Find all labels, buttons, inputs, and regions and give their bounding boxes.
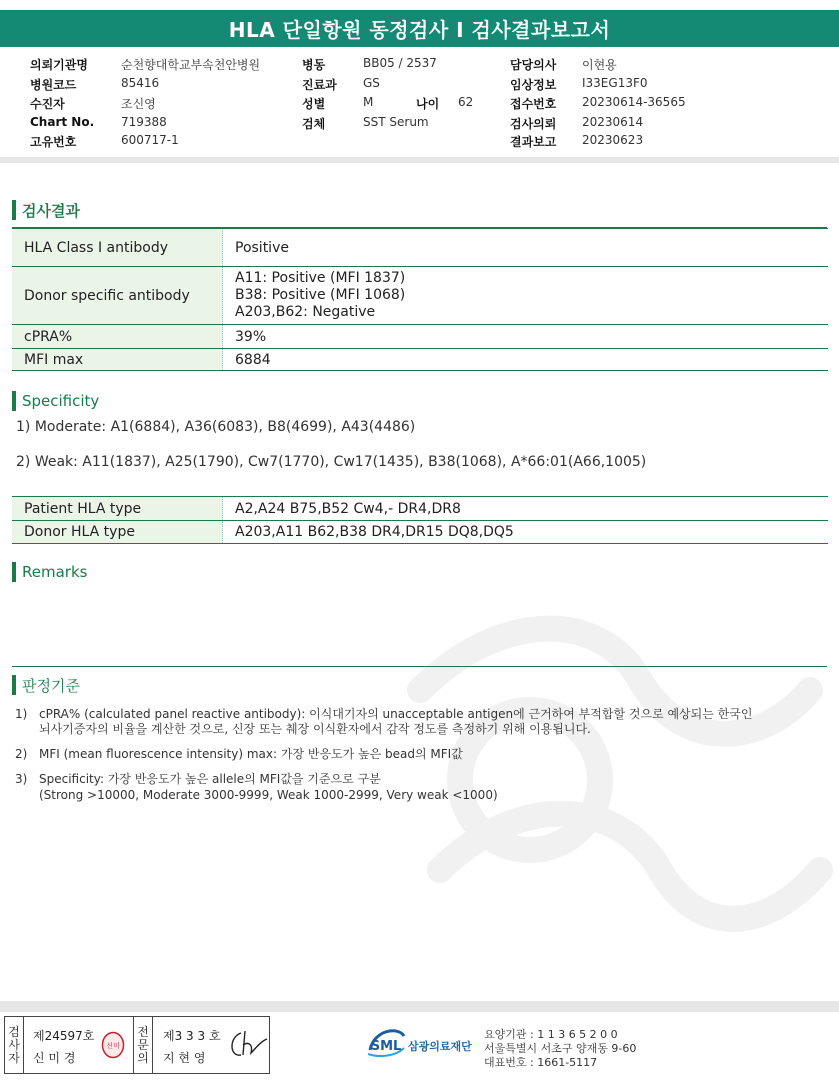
result-value: 39% (223, 325, 829, 349)
label-char: 검 (8, 1024, 20, 1039)
reviewer-name: 지 현 영 (163, 1051, 206, 1065)
hospital-code-value: 85416 (121, 76, 160, 90)
report-title: HLA 단일항원 동정검사 I 검사결과보고서 (0, 10, 839, 47)
result-label: MFI max (12, 349, 223, 371)
result-label: cPRA% (12, 325, 223, 349)
signature-icon (227, 1027, 269, 1061)
specimen-value: SST Serum (363, 115, 429, 129)
org-address: 서울특별시 서초구 양재동 9-60 (484, 1042, 637, 1055)
examiner-number: 제24597호 (33, 1029, 95, 1043)
doctor-value: 이현용 (582, 58, 617, 72)
reviewer-number: 제3 3 3 호 (163, 1029, 221, 1043)
remarks-section-title: Remarks (12, 562, 87, 582)
sex-label: 성별 (302, 97, 326, 111)
result-value (223, 267, 829, 325)
result-value: Positive (223, 229, 829, 267)
results-section-title: 검사결과 (12, 200, 80, 220)
institution-value: 순천향대학교부속천안병원 (121, 58, 261, 72)
header-divider (0, 157, 839, 163)
receipt-no-value: 20230614-36565 (582, 95, 686, 109)
request-date-value: 20230614 (582, 115, 644, 129)
criteria-section-title: 판정기준 (12, 675, 80, 695)
chart-no-value: 719388 (121, 115, 167, 129)
specificity-line: 1) Moderate: A1(6884), A36(6083), B8(4699), A43(4486) (16, 419, 416, 435)
hla-value: A2,A24 B75,B52 Cw4,- DR4,DR8 (223, 497, 829, 521)
label-char: 사 (8, 1037, 20, 1052)
chart-no-label: Chart No. (30, 115, 95, 129)
receipt-no-label: 접수번호 (510, 97, 557, 111)
hla-type-table (12, 496, 828, 544)
footer-divider (0, 1001, 839, 1012)
request-date-label: 검사의뢰 (510, 117, 557, 131)
result-value: 6884 (223, 349, 829, 371)
specimen-label: 검체 (302, 117, 326, 131)
criteria-number: 3) (15, 772, 28, 786)
doctor-label: 담당의사 (510, 58, 557, 72)
org-id: 요양기관 : 1 1 3 6 5 2 0 0 (484, 1028, 618, 1041)
hla-label: Donor HLA type (12, 521, 223, 544)
criteria-text: MFI (mean fluorescence intensity) max: 가장 반응도가 높은 bead의 MFI값 (39, 747, 463, 761)
svg-text:신미: 신미 (106, 1042, 120, 1050)
label-char: 전 (137, 1024, 149, 1039)
signature-box (4, 1016, 270, 1074)
report-date-label: 결과보고 (510, 135, 557, 149)
hla-value: A203,A11 B62,B38 DR4,DR15 DQ8,DQ5 (223, 521, 829, 544)
department-value: GS (363, 76, 380, 90)
dsa-line: A11: Positive (MFI 1837) (235, 270, 406, 286)
criteria-text: Specificity: 가장 반응도가 높은 allele의 MFI값을 기준으로 구분 (39, 772, 381, 786)
age-value: 62 (458, 95, 474, 109)
specificity-line: 2) Weak: A11(1837), A25(1790), Cw7(1770), Cw17(1435), B38(1068), A*66:01(A66,1005) (16, 454, 647, 470)
patient-label: 수진자 (30, 97, 65, 111)
dsa-line: A203,B62: Negative (235, 304, 376, 320)
ward-label: 병동 (302, 58, 326, 72)
dsa-line: B38: Positive (MFI 1068) (235, 287, 406, 303)
department-label: 진료과 (302, 78, 337, 92)
org-phone: 대표번호 : 1661-5117 (484, 1056, 598, 1069)
unique-no-value: 600717-1 (121, 133, 179, 147)
criteria-text: (Strong >10000, Moderate 3000-9999, Weak 1000-2999, Very weak <1000) (39, 788, 498, 802)
examiner-name: 신 미 경 (33, 1051, 76, 1065)
table-row (12, 229, 828, 267)
result-label: HLA Class I antibody (12, 229, 223, 267)
table-row (12, 325, 828, 349)
examiner-label (5, 1017, 24, 1073)
sex-value: M (363, 95, 374, 109)
table-row (12, 521, 828, 544)
table-row (12, 497, 828, 521)
unique-no-label: 고유번호 (30, 135, 77, 149)
label-char: 의 (137, 1050, 149, 1065)
report-date-value: 20230623 (582, 133, 644, 147)
criteria-number: 2) (15, 747, 28, 761)
table-row (12, 267, 828, 325)
hla-label: Patient HLA type (12, 497, 223, 521)
hospital-code-label: 병원코드 (30, 78, 77, 92)
criteria-text: cPRA% (calculated panel reactive antibody): 이식대기자의 unacceptable antigen에 근거하여 부적합할 것으로 예상되는 한국인 (39, 707, 753, 721)
watermark-graphic (380, 570, 839, 1000)
clinical-info-label: 임상정보 (510, 78, 557, 92)
sml-logo-icon (366, 1024, 406, 1062)
label-char: 문 (137, 1037, 149, 1052)
label-char: 자 (8, 1050, 20, 1065)
reviewer-label (133, 1017, 153, 1073)
criteria-number: 1) (15, 707, 28, 721)
svg-text:SML: SML (370, 1039, 402, 1054)
org-name: 삼광의료재단 (408, 1040, 472, 1053)
patient-info (0, 47, 839, 157)
result-label: Donor specific antibody (12, 267, 223, 325)
results-table (12, 228, 828, 371)
table-row (12, 349, 828, 371)
institution-label: 의뢰기관명 (30, 58, 88, 72)
section-divider (12, 666, 827, 667)
seal-icon (101, 1031, 125, 1059)
criteria-text: 뇌사기증자의 비율을 계산한 것으로, 신장 또는 췌장 이식환자에서 감작 정도를 측정하기 위해 이용됩니다. (39, 722, 591, 736)
ward-value: BB05 / 2537 (363, 56, 437, 70)
patient-value: 조신영 (121, 97, 156, 111)
age-label: 나이 (416, 97, 440, 111)
specificity-section-title: Specificity (12, 391, 99, 411)
clinical-info-value: I33EG13F0 (582, 76, 648, 90)
